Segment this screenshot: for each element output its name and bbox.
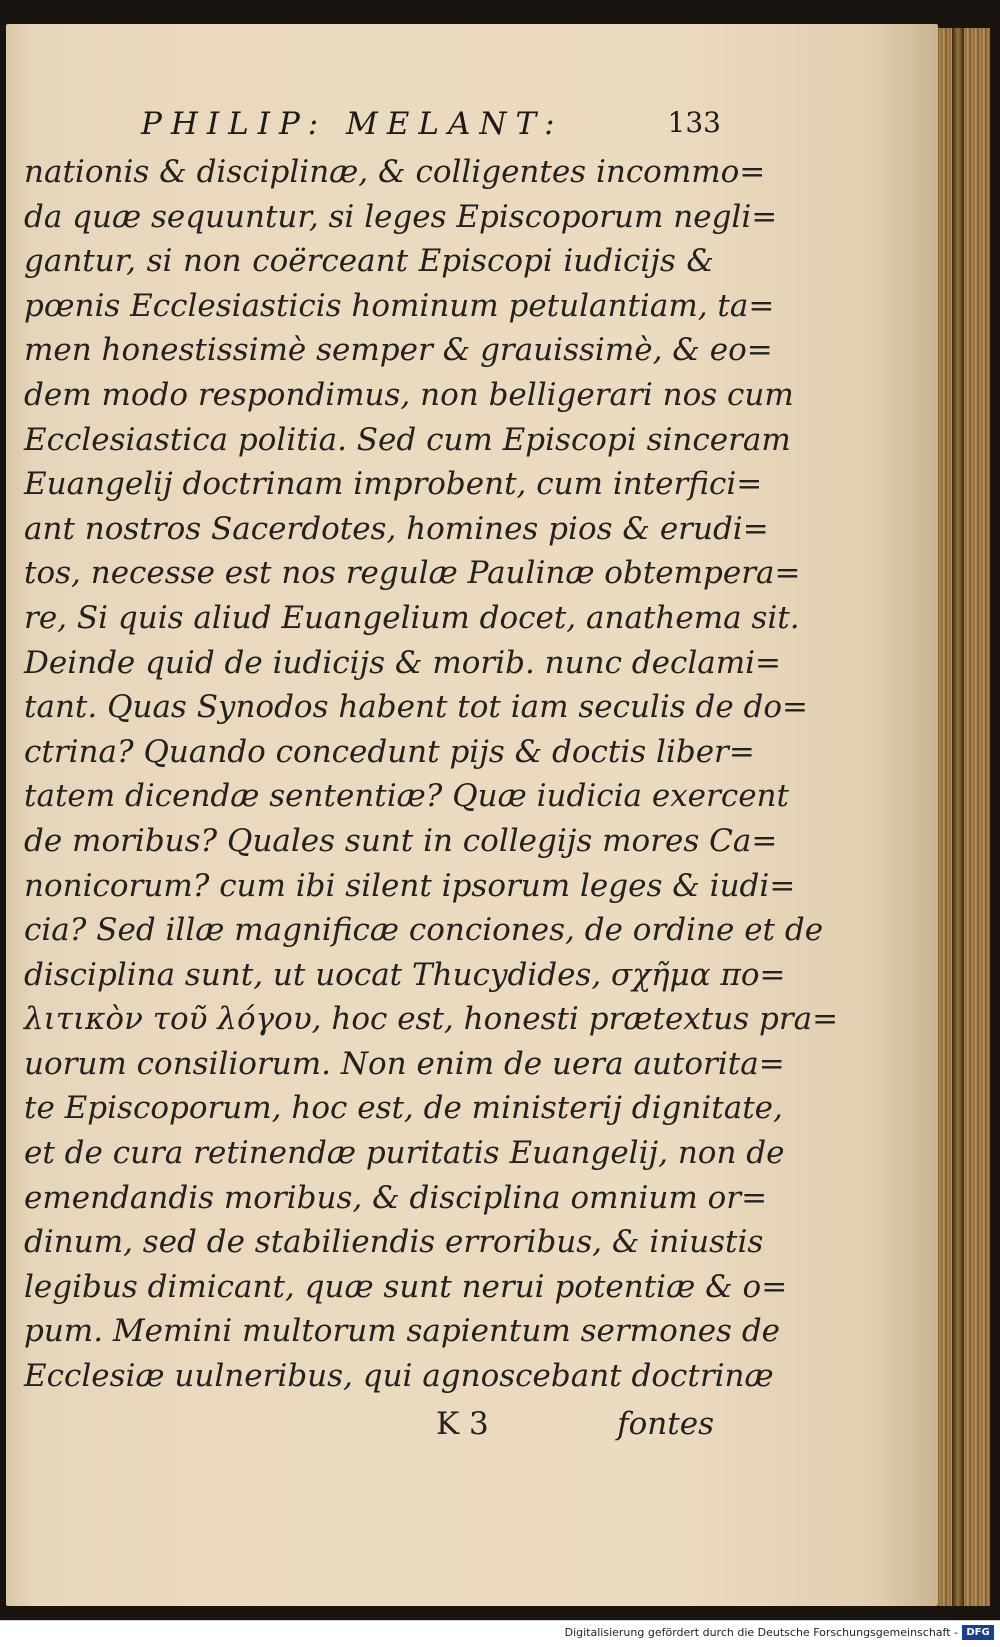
text-line: de moribus? Quales sunt in collegijs mores Ca= <box>24 822 778 859</box>
text-line: da quæ sequuntur, si leges Episcoporum negli= <box>24 198 778 235</box>
text-line: ant nostros Sacerdotes, homines pios & erudi= <box>24 510 769 547</box>
text-line: nonicorum? cum ibi silent ipsorum leges & iudi= <box>24 867 796 904</box>
text-line: pum. Memini multorum sapientum sermones de <box>24 1313 781 1350</box>
text-line: tos, necesse est nos regulæ Paulinæ obtempera= <box>24 555 801 592</box>
text-line: dem modo respondimus, non belligerari nos cum <box>24 376 794 413</box>
text-line: tatem dicendæ sententiæ? Quæ iudicia exercent <box>24 778 789 815</box>
text-line: men honestissimè semper & grauissimè, & eo= <box>24 332 773 369</box>
book-page <box>6 24 938 1606</box>
page-number: 133 <box>667 106 721 139</box>
text-line: λιτικὸν τοῦ λόγου, hoc est, honesti prætextus pra= <box>24 1001 839 1038</box>
catchword: fontes <box>617 1406 714 1442</box>
text-line: disciplina sunt, ut uocat Thucydides, σχῆμα πο= <box>24 956 786 993</box>
text-line: pœnis Ecclesiasticis hominum petulantiam, ta= <box>24 287 775 324</box>
book-fore-edge <box>938 28 990 1606</box>
dfg-logo: DFG <box>962 1625 994 1640</box>
text-line: nationis & disciplinæ, & colligentes incommo= <box>24 154 766 190</box>
page-foot <box>24 1406 714 1452</box>
text-line: Ecclesiæ uulneribus, qui agnoscebant doctrinæ <box>24 1358 774 1395</box>
signature-mark: K 3 <box>436 1406 489 1442</box>
text-line: emendandis moribus, & disciplina omnium or= <box>24 1179 768 1216</box>
text-line: Euangelij doctrinam improbent, cum interfici= <box>24 466 763 503</box>
funding-credit: Digitalisierung gefördert durch die Deutsche Forschungsgemeinschaft - <box>564 1626 958 1639</box>
text-line: te Episcoporum, hoc est, de ministerij dignitate, <box>24 1090 783 1127</box>
text-line: tant. Quas Synodos habent tot iam seculis de do= <box>24 689 809 726</box>
text-line: re, Si quis aliud Euangelium docet, anathema sit. <box>24 599 800 636</box>
text-line: gantur, si non coërceant Episcopi iudicijs & <box>24 243 714 280</box>
text-line: Ecclesiastica politia. Sed cum Episcopi sinceram <box>24 421 791 458</box>
text-line: et de cura retinendæ puritatis Euangelij, non de <box>24 1135 785 1172</box>
text-line: legibus dimicant, quæ sunt nerui potentiæ & o= <box>24 1268 788 1305</box>
text-line: cia? Sed illæ magnificæ conciones, de ordine et de <box>24 912 824 949</box>
digitization-footer <box>0 1620 1000 1647</box>
page-header <box>141 106 721 146</box>
text-line: uorum consiliorum. Non enim de uera autorita= <box>24 1045 785 1082</box>
running-head: PHILIP: MELANT: <box>141 106 564 142</box>
text-line: ctrina? Quando concedunt pijs & doctis liber= <box>24 733 755 770</box>
body-text <box>24 150 839 1399</box>
text-line: Deinde quid de iudicijs & morib. nunc declami= <box>24 644 782 681</box>
text-line: dinum, sed de stabiliendis erroribus, & iniustis <box>24 1224 764 1261</box>
